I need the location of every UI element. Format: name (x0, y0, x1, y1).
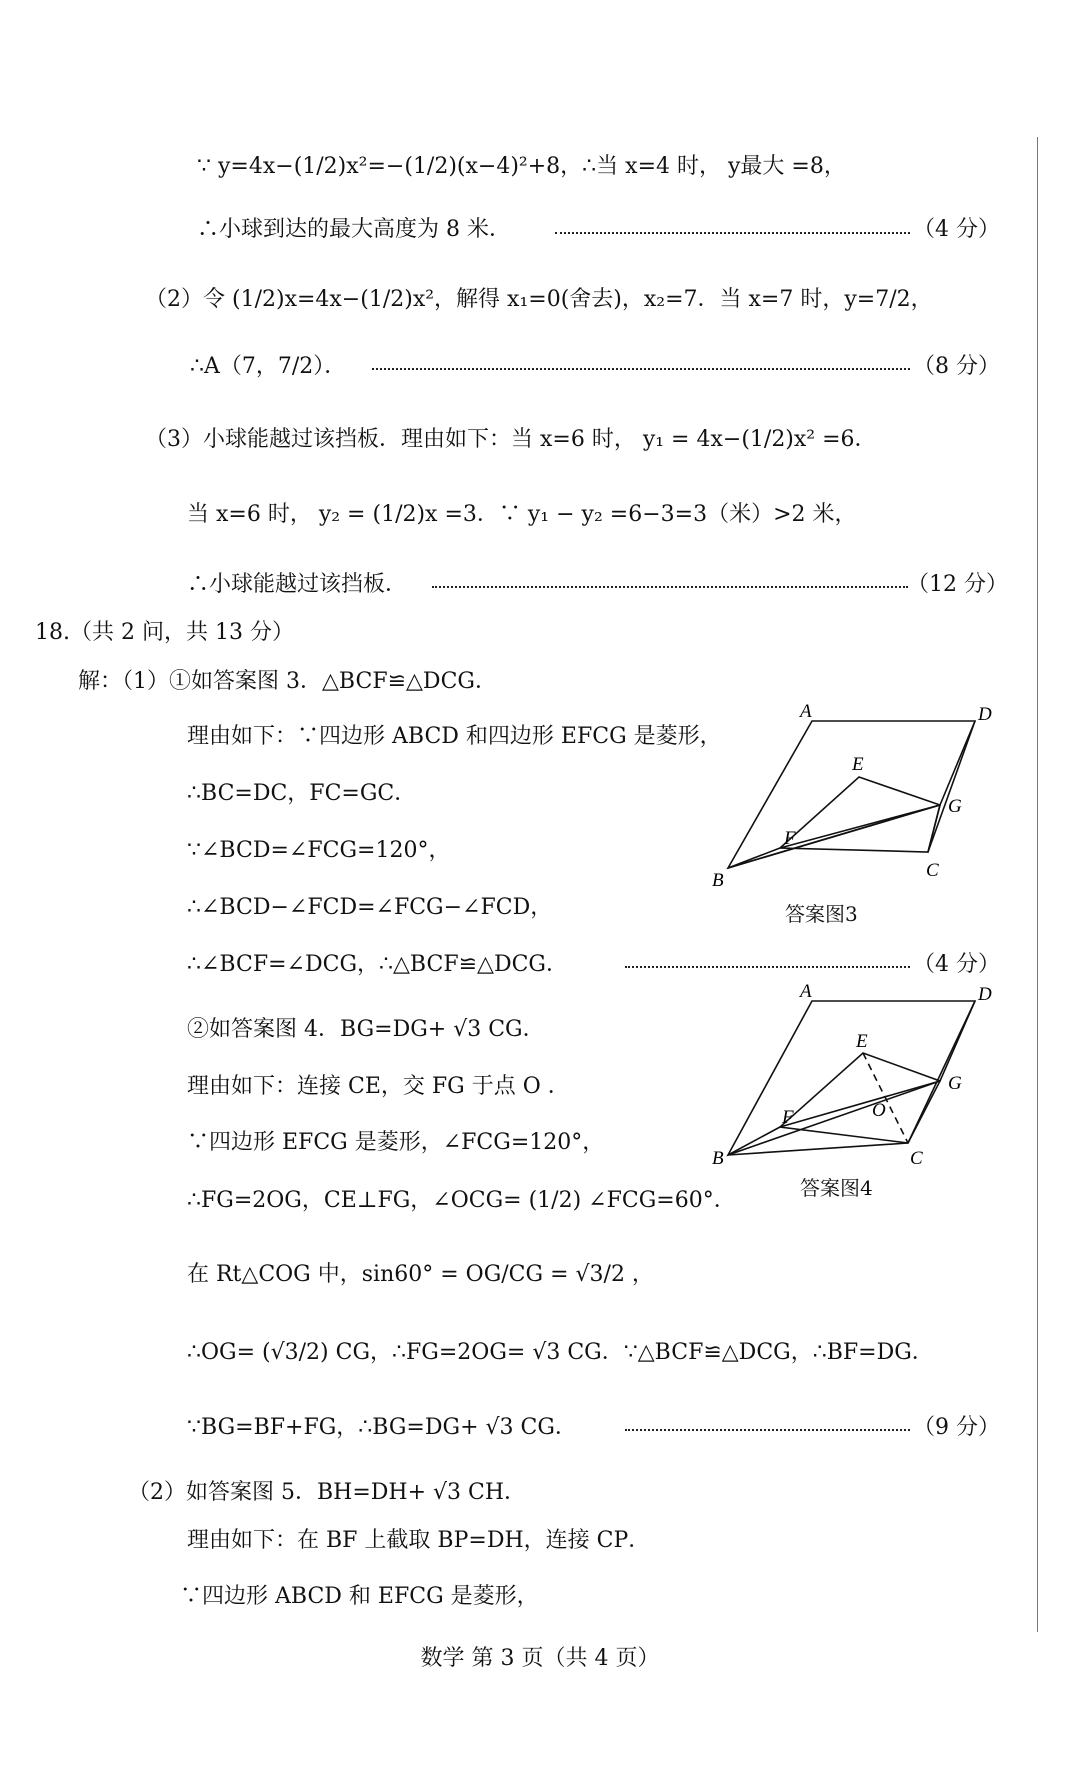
points-8: （8 分） (913, 354, 1000, 379)
label-A: A (800, 701, 812, 722)
line-13: ∴∠BCD−∠FCD=∠FCG−∠FCD， (187, 895, 553, 920)
right-margin-rule (1037, 137, 1038, 1632)
rhombus-efcg (780, 1053, 940, 1143)
label-E: E (852, 754, 864, 775)
line-15: ②如答案图 4．BG=DG+ √3 CG． (187, 1017, 545, 1042)
figure-4-caption: 答案图4 (800, 1176, 873, 1200)
line-1: ∵ y=4x−(1/2)x²=−(1/2)(x−4)²+8，∴当 x=4 时， y最大 =8， (197, 154, 846, 179)
label-G: G (948, 1073, 962, 1094)
line-20: ∴OG= (√3/2) CG，∴FG=2OG= √3 CG．∵△BCF≌△DCG，∴BF=DG． (187, 1340, 934, 1365)
points-9: （9 分） (913, 1415, 1000, 1440)
label-A: A (800, 981, 812, 1002)
line-5: （3）小球能越过该挡板．理由如下：当 x=6 时， y₁ = 4x−(1/2)x² =6． (145, 427, 877, 452)
line-4: ∴A（7，7/2）． (190, 354, 347, 379)
line-11: ∴BC=DC，FC=GC． (187, 781, 417, 806)
label-C: C (910, 1148, 923, 1169)
line-19: 在 Rt△COG 中，sin60° = OG/CG = √3/2 ， (187, 1262, 654, 1287)
label-D: D (978, 704, 992, 725)
problem-18-heading: 18.（共 2 问，共 13 分） (35, 620, 294, 645)
line-22: （2）如答案图 5．BH=DH+ √3 CH． (128, 1480, 527, 1505)
line-24: ∵四边形 ABCD 和 EFCG 是菱形， (180, 1584, 539, 1609)
label-F: F (782, 1107, 794, 1128)
leader-dots (625, 1429, 910, 1431)
label-O: O (872, 1100, 886, 1121)
figure-4 (700, 980, 1020, 1174)
page-footer: 数学 第 3 页（共 4 页） (420, 1646, 660, 1671)
label-B: B (712, 1148, 724, 1169)
leader-dots (555, 232, 910, 234)
line-14: ∴∠BCF=∠DCG，∴△BCF≌△DCG． (187, 952, 569, 977)
line-2: ∴小球到达的最大高度为 8 米． (197, 217, 511, 242)
label-G: G (948, 796, 962, 817)
line-18: ∴FG=2OG，CE⊥FG，∠OCG= (1/2) ∠FCG=60°． (187, 1188, 736, 1213)
label-B: B (712, 870, 724, 891)
line-21: ∵BG=BF+FG，∴BG=DG+ √3 CG． (187, 1415, 577, 1440)
line-17: ∵四边形 EFCG 是菱形，∠FCG=120°， (187, 1130, 605, 1155)
line-10: 理由如下：∵四边形 ABCD 和四边形 EFCG 是菱形， (187, 724, 722, 749)
label-E: E (856, 1031, 868, 1052)
line-6: 当 x=6 时， y₂ = (1/2)x =3．∵ y₁ − y₂ =6−3=3（米）>2 米， (187, 502, 857, 527)
line-23: 理由如下：在 BF 上截取 BP=DH，连接 CP． (187, 1528, 651, 1553)
label-C: C (926, 860, 939, 881)
line-7: ∴小球能越过该挡板． (187, 572, 408, 597)
label-F: F (784, 828, 796, 849)
points-12: （12 分） (907, 572, 1008, 597)
points-4: （4 分） (913, 217, 1000, 242)
leader-dots (372, 368, 910, 370)
line-9: 解：（1）①如答案图 3．△BCF≌△DCG． (78, 669, 497, 694)
line-16: 理由如下：连接 CE，交 FG 于点 O ． (187, 1074, 570, 1099)
label-D: D (978, 984, 992, 1005)
leader-dots (432, 586, 908, 588)
line-12: ∵∠BCD=∠FCG=120°， (187, 838, 451, 863)
leader-dots (625, 966, 910, 968)
figure-3-caption: 答案图3 (785, 902, 858, 926)
rhombus-abcd (728, 721, 975, 868)
points-4b: （4 分） (913, 952, 1000, 977)
line-3: （2）令 (1/2)x=4x−(1/2)x²，解得 x₁=0(舍去)，x₂=7．当 x=7 时，y=7/2， (145, 287, 933, 312)
figure-3 (700, 700, 1020, 904)
